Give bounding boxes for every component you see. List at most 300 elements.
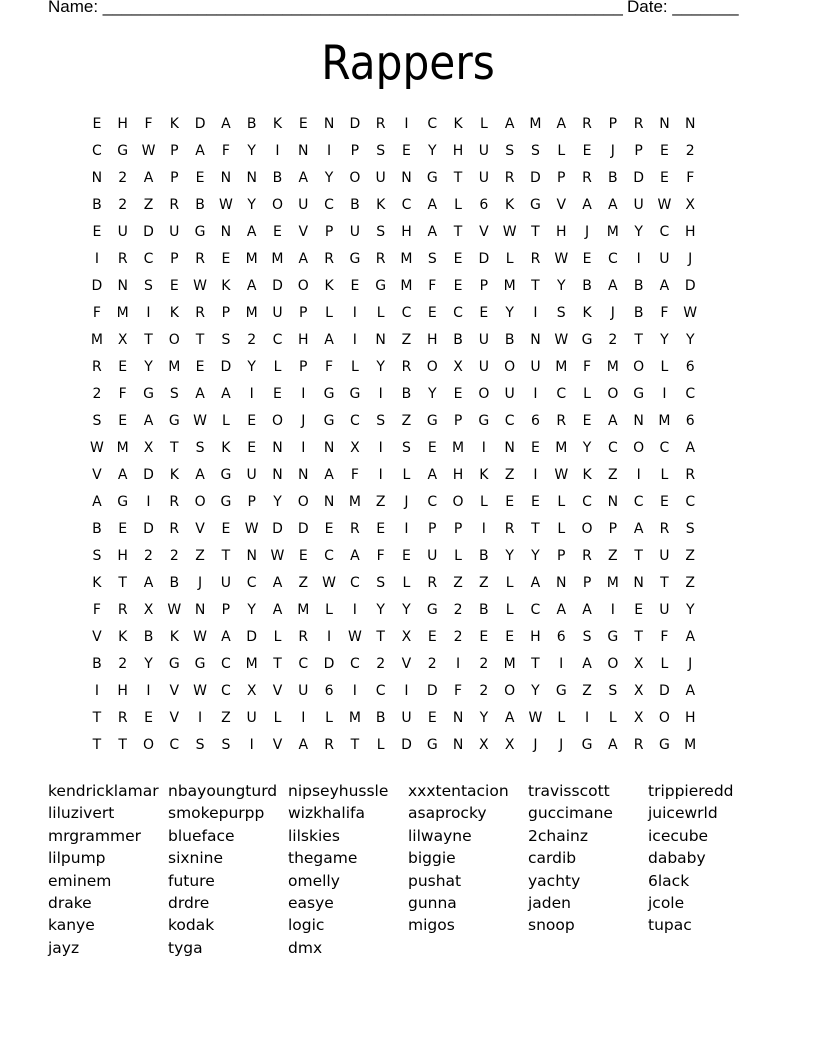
grid-cell: Z xyxy=(221,710,231,726)
grid-cell: O xyxy=(349,170,361,186)
grid-cell: A xyxy=(143,170,154,186)
grid-cell: J xyxy=(610,305,615,321)
grid-cell: R xyxy=(659,521,670,537)
grid-cell: Y xyxy=(247,602,256,618)
grid-cell: C xyxy=(92,143,102,159)
grid-cell: T xyxy=(531,521,540,537)
grid-cell: C xyxy=(143,251,154,267)
grid-cell: R xyxy=(169,197,180,213)
word-bank-item: asaprocky xyxy=(408,804,487,823)
grid-cell: G xyxy=(117,143,129,159)
grid-cell: C xyxy=(582,494,592,510)
grid-cell: E xyxy=(92,116,102,132)
grid-cell: N xyxy=(194,602,206,618)
grid-cell: A xyxy=(427,224,438,240)
word-bank-item: lilskies xyxy=(288,826,340,845)
grid-cell: D xyxy=(272,278,283,294)
grid-cell: O xyxy=(426,359,438,375)
grid-cell: 2 xyxy=(685,143,695,159)
grid-cell: E xyxy=(169,278,179,294)
grid-cell: O xyxy=(504,359,516,375)
grid-cell: G xyxy=(168,656,180,672)
grid-cell: O xyxy=(581,521,593,537)
grid-cell: E xyxy=(247,440,257,456)
grid-cell: M xyxy=(452,440,465,456)
grid-cell: G xyxy=(375,278,387,294)
grid-cell: I xyxy=(94,683,99,699)
grid-cell: V xyxy=(92,629,102,645)
grid-cell: R xyxy=(375,116,386,132)
grid-cell: Z xyxy=(504,467,515,483)
grid-cell: C xyxy=(220,656,231,672)
grid-cell: P xyxy=(428,521,437,537)
grid-cell: E xyxy=(402,548,411,564)
grid-cell: K xyxy=(582,305,592,321)
grid-cell: L xyxy=(221,413,230,429)
grid-cell: R xyxy=(324,251,334,267)
grid-cell: C xyxy=(453,305,463,321)
grid-cell: G xyxy=(607,629,619,645)
grid-cell: B xyxy=(246,116,257,132)
grid-cell: G xyxy=(426,602,438,618)
grid-cell: E xyxy=(453,386,463,402)
grid-cell: F xyxy=(350,467,359,483)
grid-cell: A xyxy=(685,683,696,699)
grid-cell: G xyxy=(426,737,438,753)
grid-cell: G xyxy=(530,197,541,213)
grid-cell: M xyxy=(606,359,619,375)
grid-cell: P xyxy=(453,413,463,429)
grid-cell: I xyxy=(327,629,332,645)
grid-cell: L xyxy=(454,548,462,564)
grid-cell: L xyxy=(557,143,566,159)
word-bank-item: gunna xyxy=(408,894,457,913)
grid-cell: O xyxy=(633,440,645,456)
grid-cell: G xyxy=(194,656,206,672)
grid-cell: 6 xyxy=(685,359,695,375)
grid-cell: X xyxy=(633,710,644,726)
grid-cell: L xyxy=(660,359,669,375)
grid-cell: R xyxy=(195,305,205,321)
grid-cell: N xyxy=(659,116,670,132)
grid-cell: U xyxy=(246,467,257,483)
word-bank-item: snoop xyxy=(528,916,575,935)
grid-row xyxy=(84,222,703,249)
grid-cell: Y xyxy=(324,170,334,186)
grid-cell: 2 xyxy=(376,656,386,672)
grid-cell: M xyxy=(503,656,516,672)
grid-cell: I xyxy=(301,710,306,726)
word-bank-item: kanye xyxy=(48,916,95,935)
grid-cell: C xyxy=(349,656,360,672)
grid-cell: W xyxy=(218,197,233,213)
grid-cell: B xyxy=(169,575,180,591)
grid-cell: G xyxy=(555,683,567,699)
grid-cell: X xyxy=(685,197,696,213)
grid-cell: G xyxy=(581,737,593,753)
grid-cell: L xyxy=(402,467,411,483)
grid-cell: U xyxy=(478,332,489,348)
grid-cell: B xyxy=(479,548,489,564)
grid-cell: E xyxy=(479,305,489,321)
grid-cell: K xyxy=(169,467,179,483)
grid-cell: 6 xyxy=(530,413,540,429)
word-bank-item: tupac xyxy=(648,916,692,935)
word-bank-item: dababy xyxy=(648,849,706,868)
grid-cell: L xyxy=(583,386,591,402)
grid-cell: T xyxy=(531,656,540,672)
grid-cell: G xyxy=(478,413,490,429)
grid-cell: A xyxy=(246,224,257,240)
grid-cell: O xyxy=(271,197,283,213)
grid-cell: W xyxy=(141,143,156,159)
grid-cell: L xyxy=(557,521,566,537)
grid-cell: 2 xyxy=(453,602,463,618)
grid-cell: M xyxy=(658,413,671,429)
letter-grid xyxy=(84,114,703,762)
grid-cell: M xyxy=(297,602,310,618)
grid-cell: A xyxy=(298,737,309,753)
grid-cell: Y xyxy=(479,710,489,726)
grid-cell: H xyxy=(117,548,128,564)
grid-cell: W xyxy=(528,710,543,726)
grid-cell: F xyxy=(92,305,101,321)
grid-cell: V xyxy=(272,683,283,699)
grid-cell: I xyxy=(378,386,383,402)
grid-cell: K xyxy=(169,116,179,132)
grid-cell: R xyxy=(633,737,644,753)
grid-cell: A xyxy=(324,467,334,483)
grid-cell: N xyxy=(530,332,541,348)
grid-cell: A xyxy=(633,521,644,537)
grid-cell: R xyxy=(195,251,205,267)
grid-cell: R xyxy=(427,575,438,591)
grid-cell: U xyxy=(504,386,515,402)
grid-cell: L xyxy=(273,710,282,726)
grid-cell: A xyxy=(608,737,618,753)
grid-cell: E xyxy=(221,521,231,537)
grid-cell: X xyxy=(117,332,128,348)
grid-cell: G xyxy=(349,386,361,402)
page-title: Rappers xyxy=(321,36,495,91)
grid-cell: A xyxy=(195,143,205,159)
grid-cell: A xyxy=(143,575,154,591)
grid-cell: S xyxy=(221,737,231,753)
grid-cell: R xyxy=(117,251,128,267)
word-bank-item: dmx xyxy=(288,938,323,957)
grid-cell: E xyxy=(453,278,463,294)
grid-row xyxy=(84,735,703,762)
grid-cell: G xyxy=(426,413,438,429)
word-bank-item: pushat xyxy=(408,871,462,890)
grid-cell: E xyxy=(376,521,386,537)
grid-row xyxy=(84,708,703,735)
grid-cell: G xyxy=(633,386,645,402)
grid-cell: B xyxy=(272,170,283,186)
grid-cell: G xyxy=(659,737,670,753)
grid-cell: T xyxy=(376,629,385,645)
grid-cell: C xyxy=(633,494,644,510)
grid-cell: T xyxy=(453,170,463,186)
grid-cell: L xyxy=(325,305,333,321)
word-bank-item: logic xyxy=(288,916,325,935)
word-bank-item: 2chainz xyxy=(528,826,588,845)
grid-cell: C xyxy=(659,440,670,456)
grid-cell: G xyxy=(117,494,129,510)
grid-cell: H xyxy=(684,710,696,726)
grid-cell: R xyxy=(530,251,541,267)
date-line: Date: _______ xyxy=(627,0,739,16)
grid-cell: R xyxy=(504,170,515,186)
grid-cell: D xyxy=(143,467,154,483)
grid-row xyxy=(84,600,703,627)
grid-cell: A xyxy=(608,278,618,294)
name-line: Name: _______________________________________________________ xyxy=(48,0,623,16)
grid-cell: N xyxy=(556,575,567,591)
word-bank-item: trippieredd xyxy=(648,782,734,800)
grid-cell: N xyxy=(272,467,283,483)
grid-cell: Y xyxy=(685,602,695,618)
grid-cell: W xyxy=(554,332,569,348)
grid-cell: A xyxy=(504,116,515,132)
grid-cell: T xyxy=(531,224,540,240)
grid-cell: D xyxy=(220,359,232,375)
grid-cell: J xyxy=(301,413,306,429)
grid-cell: L xyxy=(376,737,385,753)
grid-cell: O xyxy=(142,737,154,753)
grid-cell: U xyxy=(220,575,231,591)
grid-cell: A xyxy=(608,413,618,429)
word-bank-item: blueface xyxy=(168,826,235,845)
grid-cell: C xyxy=(349,575,360,591)
grid-cell: A xyxy=(427,467,438,483)
grid-cell: F xyxy=(118,386,127,402)
grid-cell: C xyxy=(272,332,283,348)
grid-cell: J xyxy=(688,251,693,267)
grid-cell: D xyxy=(684,278,696,294)
grid-cell: A xyxy=(659,278,670,294)
grid-cell: M xyxy=(271,251,284,267)
grid-cell: R xyxy=(298,629,309,645)
grid-cell: L xyxy=(608,710,617,726)
grid-cell: M xyxy=(245,656,258,672)
grid-cell: N xyxy=(633,413,644,429)
grid-cell: Y xyxy=(376,602,385,618)
grid-cell: K xyxy=(169,629,179,645)
grid-cell: C xyxy=(685,494,696,510)
grid-cell: U xyxy=(659,251,670,267)
grid-cell: L xyxy=(557,710,566,726)
grid-row xyxy=(84,330,703,357)
grid-cell: M xyxy=(116,305,129,321)
word-bank-item: sixnine xyxy=(168,849,224,868)
grid-cell: W xyxy=(89,440,104,456)
grid-cell: M xyxy=(555,359,568,375)
grid-cell: C xyxy=(324,197,334,213)
grid-cell: I xyxy=(352,332,357,348)
grid-cell: J xyxy=(610,143,615,159)
grid-cell: H xyxy=(452,467,464,483)
grid-cell: N xyxy=(117,278,128,294)
grid-cell: M xyxy=(529,116,542,132)
grid-cell: N xyxy=(323,440,335,456)
grid-cell: N xyxy=(684,116,696,132)
grid-cell: I xyxy=(404,521,409,537)
grid-cell: J xyxy=(533,737,538,753)
grid-cell: K xyxy=(221,440,231,456)
grid-cell: P xyxy=(479,278,489,294)
grid-cell: U xyxy=(478,170,489,186)
grid-cell: U xyxy=(659,548,670,564)
grid-cell: E xyxy=(195,170,205,186)
grid-cell: I xyxy=(533,467,538,483)
grid-cell: C xyxy=(324,548,334,564)
grid-cell: N xyxy=(272,440,283,456)
grid-cell: T xyxy=(144,332,153,348)
grid-cell: G xyxy=(323,413,335,429)
grid-cell: N xyxy=(298,467,309,483)
grid-cell: B xyxy=(453,332,463,348)
grid-cell: M xyxy=(400,251,413,267)
grid-cell: S xyxy=(195,440,205,456)
grid-cell: A xyxy=(272,602,283,618)
grid-cell: E xyxy=(118,521,128,537)
word-bank-item: cardib xyxy=(528,849,577,868)
grid-cell: B xyxy=(143,629,154,645)
grid-cell: M xyxy=(555,440,568,456)
grid-row xyxy=(84,681,703,708)
grid-cell: D xyxy=(297,521,309,537)
grid-cell: S xyxy=(556,305,566,321)
grid-cell: L xyxy=(660,656,669,672)
grid-cell: V xyxy=(169,683,180,699)
grid-cell: O xyxy=(633,359,645,375)
word-bank-item: jcole xyxy=(648,894,685,913)
grid-cell: W xyxy=(502,224,517,240)
grid-cell: E xyxy=(660,170,669,186)
grid-cell: I xyxy=(610,602,615,618)
grid-cell: H xyxy=(426,332,438,348)
grid-cell: O xyxy=(297,278,309,294)
grid-cell: Z xyxy=(608,548,618,564)
word-bank-item: omelly xyxy=(288,871,340,890)
grid-cell: K xyxy=(453,116,463,132)
grid-cell: P xyxy=(557,170,566,186)
word-bank-item: nbayoungturd xyxy=(168,782,278,800)
word-bank-item: kodak xyxy=(168,916,215,935)
grid-cell: Y xyxy=(582,440,592,456)
grid-cell: H xyxy=(684,224,696,240)
grid-cell: E xyxy=(505,494,515,510)
grid-cell: P xyxy=(299,305,308,321)
grid-cell: B xyxy=(582,278,592,294)
grid-cell: 2 xyxy=(453,629,463,645)
grid-cell: J xyxy=(559,737,564,753)
grid-cell: Z xyxy=(479,575,489,591)
grid-cell: T xyxy=(660,575,669,591)
grid-cell: E xyxy=(582,143,592,159)
grid-cell: U xyxy=(298,683,309,699)
grid-cell: I xyxy=(327,143,332,159)
grid-cell: N xyxy=(246,548,257,564)
grid-cell: 2 xyxy=(144,548,153,564)
grid-cell: W xyxy=(347,629,362,645)
grid-cell: I xyxy=(301,440,306,456)
grid-cell: H xyxy=(401,224,412,240)
grid-cell: G xyxy=(194,224,206,240)
grid-cell: Z xyxy=(453,575,463,591)
grid-cell: E xyxy=(402,143,411,159)
word-bank-item: future xyxy=(168,871,215,890)
grid-cell: U xyxy=(117,224,128,240)
grid-cell: E xyxy=(479,629,489,645)
grid-cell: E xyxy=(427,710,437,726)
word-bank-item: wizkhalifa xyxy=(288,804,365,823)
grid-cell: N xyxy=(375,332,386,348)
grid-cell: K xyxy=(272,116,283,132)
grid-cell: R xyxy=(685,467,696,483)
grid-cell: L xyxy=(479,116,488,132)
grid-cell: K xyxy=(169,305,179,321)
grid-cell: J xyxy=(584,224,590,240)
grid-cell: 6 xyxy=(324,683,334,699)
word-bank-item: easye xyxy=(288,894,334,913)
word-bank-item: biggie xyxy=(408,849,456,868)
grid-cell: M xyxy=(245,251,258,267)
grid-cell: R xyxy=(92,359,102,375)
word-bank-item: guccimane xyxy=(528,804,613,823)
grid-cell: G xyxy=(220,494,232,510)
grid-cell: N xyxy=(504,440,515,456)
grid-cell: W xyxy=(244,521,259,537)
grid-cell: L xyxy=(505,602,514,618)
grid-cell: W xyxy=(193,278,207,294)
grid-cell: Y xyxy=(531,683,540,699)
word-bank-item: kendricklamar xyxy=(48,782,159,800)
grid-cell: S xyxy=(221,332,231,348)
grid-cell: M xyxy=(245,305,258,321)
grid-cell: I xyxy=(249,386,254,402)
grid-cell: T xyxy=(634,548,643,564)
grid-cell: O xyxy=(478,386,490,402)
word-bank-item: juicewrld xyxy=(648,804,718,823)
grid-cell: I xyxy=(378,440,383,456)
grid-cell: O xyxy=(297,494,309,510)
grid-row xyxy=(84,384,703,411)
grid-cell: Y xyxy=(660,332,669,348)
grid-cell: Y xyxy=(376,359,385,375)
word-bank-item: 6lack xyxy=(648,871,690,890)
grid-cell: M xyxy=(400,278,413,294)
grid-cell: Y xyxy=(247,359,256,375)
grid-cell: O xyxy=(452,494,464,510)
grid-cell: W xyxy=(193,629,207,645)
grid-cell: A xyxy=(350,548,360,564)
grid-cell: A xyxy=(582,197,592,213)
grid-row xyxy=(84,114,703,141)
grid-cell: R xyxy=(169,494,180,510)
grid-cell: A xyxy=(324,332,334,348)
grid-cell: S xyxy=(195,737,205,753)
grid-cell: R xyxy=(117,710,128,726)
grid-cell: H xyxy=(298,332,309,348)
grid-cell: S xyxy=(505,143,515,159)
grid-cell: L xyxy=(557,494,566,510)
grid-cell: P xyxy=(324,224,334,240)
grid-cell: T xyxy=(221,548,231,564)
grid-cell: Z xyxy=(685,548,696,564)
word-bank xyxy=(48,780,768,959)
